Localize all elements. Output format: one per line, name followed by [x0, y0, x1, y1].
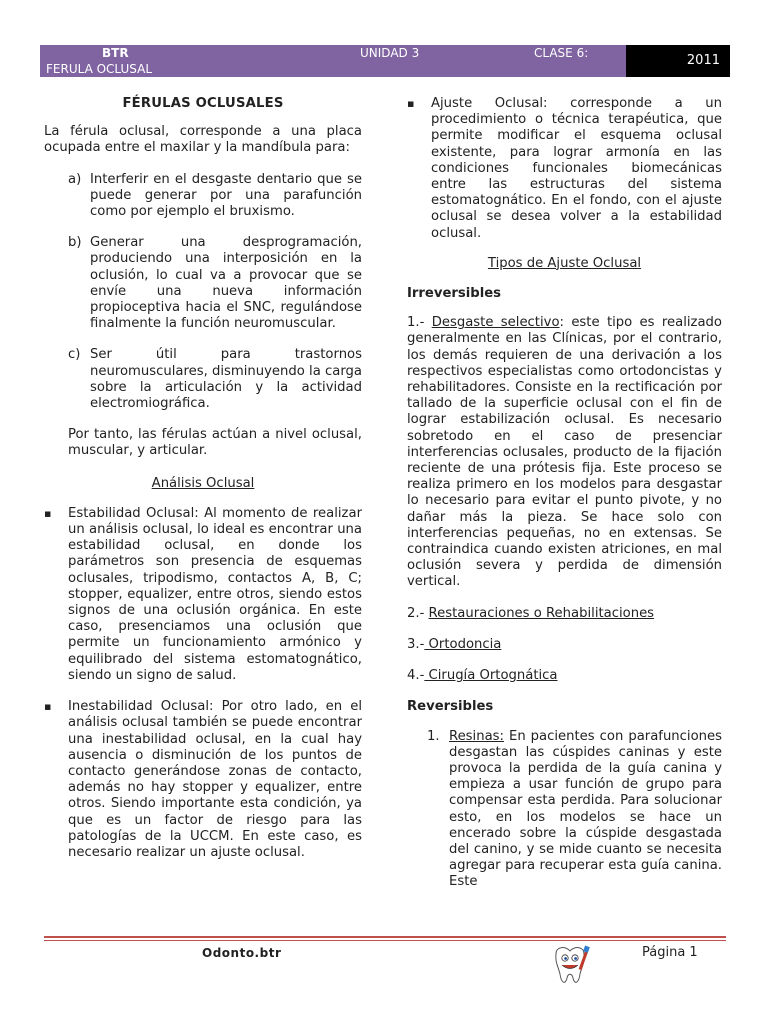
- types-heading: Tipos de Ajuste Oclusal: [487, 255, 642, 271]
- header-unit: UNIDAD 3: [360, 46, 420, 60]
- list-item: [44, 235, 362, 332]
- header-year-box: [626, 45, 730, 77]
- item-number: 4.-: [407, 668, 425, 684]
- header-subject: FERULA OCLUSAL: [46, 62, 153, 76]
- reversible-item-1: [407, 729, 722, 891]
- list-item: [44, 172, 362, 221]
- list-item: [44, 347, 362, 412]
- list-item-text: Generar una desprogramación, produciendo una interposición en la oclusión, lo cual va a provocar que se envíe una nueva información propioceptiva hacia el SNC, regulándose finalmente la función neuromuscular.: [90, 235, 362, 332]
- bullet-text: Inestabilidad Oclusal: Por otro lado, en el análisis oclusal también se puede encontrar una inestabilidad oclusal, en la cual hay ausencia o disminución de los puntos de contacto generándose zonas de contacto, además no hay stopper y equalizer, entre otros. Siendo importante esta condición, ya que es un factor de riesgo para las patologías de la UCCM. En este caso, es necesario realizar un ajuste oclusal.: [68, 699, 362, 860]
- irreversible-item-4: [407, 668, 722, 684]
- item-title: Ortodoncia: [424, 636, 502, 652]
- list-item-label: a): [68, 171, 82, 187]
- header-btr: BTR: [102, 46, 129, 60]
- intro-paragraph: La férula oclusal, corresponde a una placa ocupada entre el maxilar y la mandíbula para:: [44, 124, 362, 156]
- bullet-square-icon: ▪: [44, 700, 52, 714]
- list-item-label: b): [68, 235, 82, 251]
- irreversible-item-2: [407, 606, 722, 622]
- tooth-mascot-icon: [548, 944, 592, 990]
- footer-left-text: Odonto.btr: [202, 946, 282, 960]
- footer-divider-thin: [44, 940, 726, 941]
- item-text: : este tipo es realizado generalmente en las Clínicas, por el contrario, los demás requieren de una derivación a los respectivos especialistas como ortodoncistas y rehabilitadores. Consiste en la rectificación por tallado de la superficie oclusal con el fin de lograr estabilización oclusal. Es necesario sobretodo en el caso de presenciar interferencias oclusales, producto de la fijación reciente de una prótesis fija. Este proceso se realiza primero en los modelos para desgastar lo necesario para evitar el punto pivote, y no dañar más la pieza. Se hace solo con interferencias pequeñas, no en extensas. Se contraindica cuando existen atriciones, en mal oclusión severa y perdida de dimensión vertical.: [407, 315, 722, 590]
- left-column: [44, 96, 362, 876]
- header-clase: CLASE 6:: [534, 46, 589, 60]
- item-title: Resinas:: [449, 728, 504, 744]
- analysis-heading: Análisis Oclusal: [151, 475, 255, 491]
- item-title: Cirugía Ortognática: [424, 668, 558, 684]
- bullet-text: Estabilidad Oclusal: Al momento de realizar un análisis oclusal, lo ideal es encontrar una estabilidad oclusal, en donde los parámetros son presencia de esquemas oclusales, tripodismo, contactos A, B, C; stopper, equalizer, entre otros, siendo estos signos de una oclusión orgánica. En este caso, presenciamos una oclusión que permite un funcionamiento armónico y equilibrado del sistema estomatognático, siendo un signo de salud.: [68, 505, 362, 683]
- list-item-label: c): [68, 347, 81, 363]
- reversibles-heading: Reversibles: [407, 699, 494, 715]
- item-text: En pacientes con parafunciones desgastan las cúspides caninas y este provoca la perdida de la guía canina y empieza a usar función de grupo para compensar esta perdida. Para solucionar esto, en los modelos se hace un encerado sobre la cúspide desgastada del canino, y se mide cuanto se necesita agregar para recuperar esta guía canina. Este: [449, 728, 722, 890]
- conclusion-paragraph: Por tanto, las férulas actúan a nivel oclusal, muscular, y articular.: [68, 427, 362, 459]
- item-title: Restauraciones o Rehabilitaciones: [428, 605, 655, 621]
- list-item-text: Interferir en el desgaste dentario que se puede generar por una parafunción como por ejemplo el bruxismo.: [90, 171, 362, 220]
- irreversibles-heading: Irreversibles: [407, 286, 502, 302]
- right-column: [407, 96, 722, 891]
- item-number: 3.-: [407, 636, 425, 652]
- irreversible-item-3: [407, 637, 722, 653]
- footer-divider: [44, 936, 726, 938]
- document-title: FÉRULAS OCLUSALES: [122, 96, 284, 111]
- header-year: 2011: [686, 53, 720, 68]
- bullet-square-icon: ▪: [407, 97, 415, 110]
- list-item-text: Ser útil para trastornos neuromusculares, disminuyendo la carga sobre la articulación y la actividad electromiográfica.: [90, 347, 362, 412]
- item-number: 1.: [427, 728, 440, 744]
- bullet-item: [44, 699, 362, 861]
- bullet-square-icon: ▪: [44, 506, 52, 520]
- page-header: [40, 45, 730, 77]
- bullet-item: [407, 96, 722, 242]
- item-title: Desgaste selectivo: [431, 315, 560, 331]
- page-number: Página 1: [642, 945, 698, 960]
- irreversible-item-1: [407, 315, 722, 590]
- item-number: 1.-: [407, 315, 432, 331]
- bullet-text: Ajuste Oclusal: corresponde a un procedimiento o técnica terapéutica, que permite modificar el esquema oclusal existente, para lograr armonía en las condiciones funcionales biomecánicas entre las estructuras del sistema estomatognático. En el fondo, con el ajuste oclusal se desea volver a la estabilidad oclusal.: [431, 96, 722, 241]
- bullet-item: [44, 506, 362, 684]
- item-number: 2.-: [407, 605, 429, 621]
